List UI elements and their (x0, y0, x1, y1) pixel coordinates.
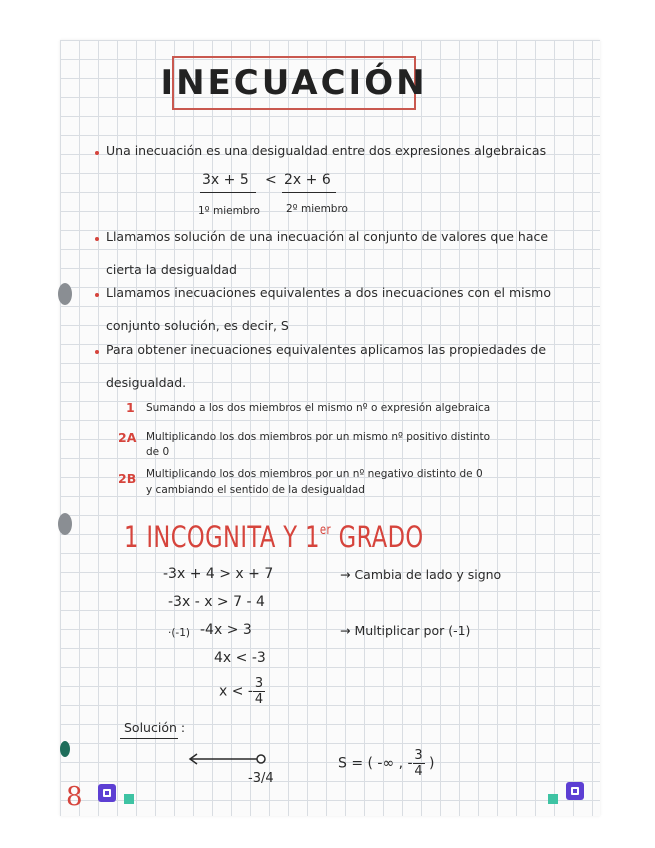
property-number: 1 (126, 400, 135, 415)
bullet-line: desigualdad. (106, 375, 187, 390)
property-text: de 0 (146, 446, 170, 458)
section-heading (124, 520, 424, 554)
step-multiplier: ·(-1) (168, 627, 190, 639)
label-second-member: 2º miembro (286, 203, 348, 215)
property-text: Sumando a los dos miembros el mismo nº o expresión algebraica (146, 402, 491, 414)
step-note: → Cambia de lado y signo (340, 567, 502, 582)
property-number: 2B (118, 471, 137, 486)
number-line-label: -3/4 (248, 771, 274, 786)
fraction-denominator: 4 (414, 764, 423, 779)
binder-hole (58, 513, 72, 535)
solution-set (338, 748, 434, 779)
step-line: -3x - x > 7 - 4 (168, 594, 265, 610)
example-symbol: < (265, 172, 277, 188)
example-left: 3x + 5 (202, 172, 249, 188)
page-title: INECUACIÓN (160, 63, 428, 103)
solution-label: Solución : (124, 720, 186, 735)
property-number: 2A (118, 430, 137, 445)
brand-logo-icon (566, 782, 584, 800)
label-first-member: 1º miembro (198, 205, 260, 217)
underline (200, 192, 256, 193)
brand-logo-icon (98, 784, 116, 802)
teal-square (548, 794, 558, 804)
step-line-left: x < - (219, 683, 253, 700)
solution-set-prefix: S = ( -∞ , - (338, 755, 413, 772)
property-text: Multiplicando los dos miembros por un mismo nº positivo distinto (146, 431, 491, 443)
open-circle-icon (257, 755, 265, 763)
step-line: 4x < -3 (214, 650, 266, 666)
fraction (413, 748, 425, 779)
section-heading-sup: er (319, 523, 332, 538)
section-heading-end: GRADO (331, 520, 424, 554)
fraction-numerator: 3 (254, 676, 264, 691)
step-line (219, 676, 265, 707)
title-box (160, 56, 428, 110)
bullet-line: cierta la desigualdad (106, 262, 237, 277)
teal-square (124, 794, 134, 804)
bullet-line: conjunto solución, es decir, S (106, 318, 289, 333)
logo-mark (571, 787, 579, 795)
fraction (253, 676, 265, 707)
binder-hole (58, 283, 72, 305)
fraction-denominator: 4 (254, 692, 264, 707)
number-line (185, 750, 267, 768)
bullet-dot (95, 151, 99, 155)
property-text: Multiplicando los dos miembros por un nº negativo distinto de 0 (146, 468, 483, 480)
bullet-line: Llamamos solución de una inecuación al conjunto de valores que hace (106, 229, 549, 244)
bullet-dot (95, 293, 99, 297)
bullet-dot (95, 237, 99, 241)
property-text: y cambiando el sentido de la desigualdad (146, 484, 365, 496)
logo-mark (103, 789, 111, 797)
definition-text: Una inecuación es una desigualdad entre dos expresiones algebraicas (106, 143, 547, 158)
underline (120, 738, 178, 739)
solution-set-suffix: ) (424, 755, 435, 772)
bullet-line: Para obtener inecuaciones equivalentes aplicamos las propiedades de (106, 342, 547, 357)
bullet-line: Llamamos inecuaciones equivalentes a dos inecuaciones con el mismo (106, 285, 551, 300)
underline (282, 192, 336, 193)
example-right: 2x + 6 (284, 172, 331, 188)
page-number: 8 (66, 782, 83, 812)
fraction-numerator: 3 (414, 748, 423, 763)
section-heading-main: 1 INCOGNITA Y 1 (124, 520, 320, 554)
step-line: -4x > 3 (200, 622, 252, 638)
bullet-dot (95, 350, 99, 354)
step-note: → Multiplicar por (-1) (340, 623, 471, 638)
step-line: -3x + 4 > x + 7 (163, 566, 274, 582)
binder-hole (60, 741, 70, 757)
